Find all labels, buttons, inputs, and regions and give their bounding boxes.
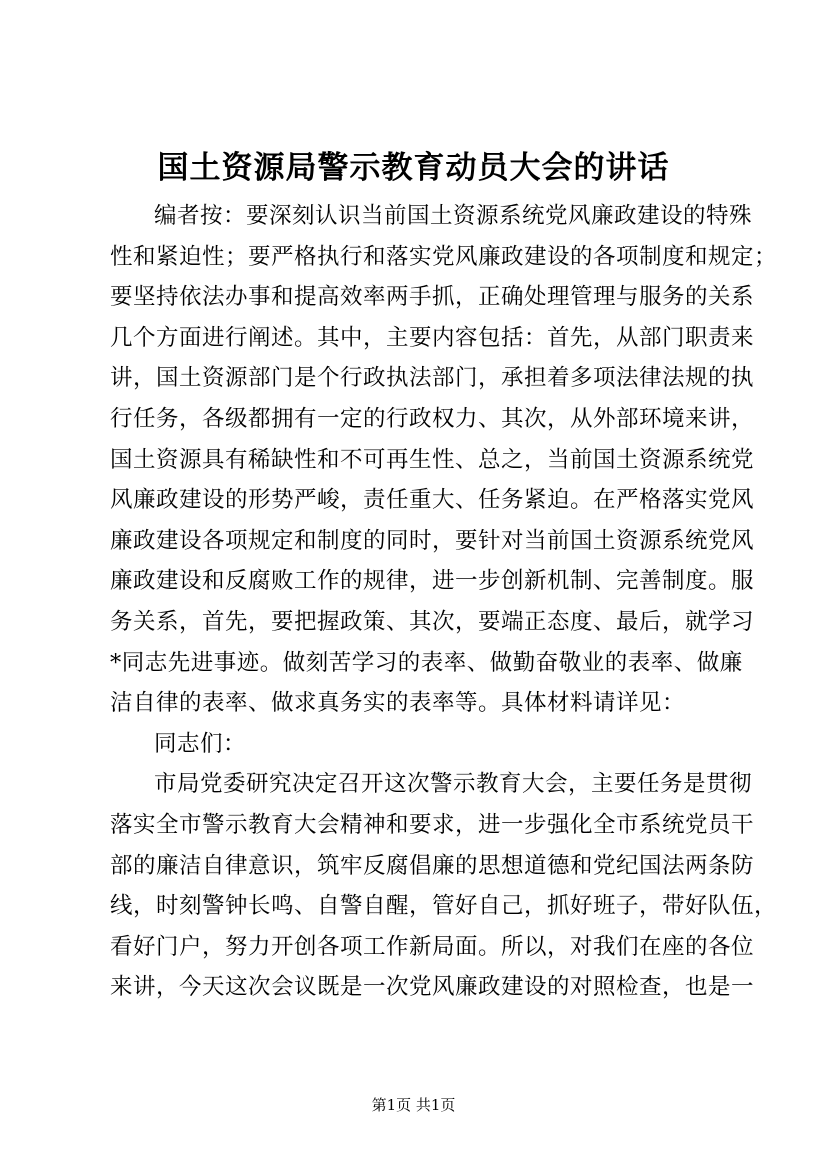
paragraph-line: 廉政建设各项规定和制度的同时，要针对当前国土资源系统党风 bbox=[110, 527, 755, 554]
paragraph-line: 几个方面进行阐述。其中，主要内容包括：首先，从部门职责来 bbox=[110, 324, 755, 351]
paragraph-line: 来讲，今天这次会议既是一次党风廉政建设的对照检查，也是一 bbox=[110, 974, 755, 1001]
paragraph-line: 编者按：要深刻认识当前国土资源系统党风廉政建设的特殊 bbox=[154, 203, 753, 229]
paragraph-line: 看好门户，努力开创各项工作新局面。所以，对我们在座的各位 bbox=[110, 933, 755, 960]
paragraph-line: 同志们： bbox=[154, 730, 247, 757]
document-body bbox=[110, 196, 778, 1008]
paragraph-line: 洁自律的表率、做求真务实的表率等。具体材料请详见： bbox=[110, 690, 686, 717]
paragraph-line: 务关系，首先，要把握政策、其次，要端正态度、最后，就学习 bbox=[110, 608, 755, 635]
document-title: 国土资源局警示教育动员大会的讲话 bbox=[157, 150, 670, 186]
paragraph-line: 市局党委研究决定召开这次警示教育大会，主要任务是贯彻 bbox=[154, 771, 753, 798]
paragraph-line: 落实全市警示教育大会精神和要求，进一步强化全市系统党员干 bbox=[110, 811, 755, 838]
paragraph-line: 线，时刻警钟长鸣、自警自醒，管好自己，抓好班子，带好队伍， bbox=[110, 893, 778, 920]
paragraph-line: 性和紧迫性；要严格执行和落实党风廉政建设的各项制度和规定； bbox=[110, 243, 778, 270]
paragraph-line: 行任务，各级都拥有一定的行政权力、其次，从外部环境来讲， bbox=[110, 405, 755, 432]
paragraph-line: *同志先进事迹。做刻苦学习的表率、做勤奋敬业的表率、做廉 bbox=[110, 649, 743, 676]
paragraph-line: 风廉政建设的形势严峻，责任重大、任务紧迫。在严格落实党风 bbox=[110, 487, 755, 514]
paragraph-line: 部的廉洁自律意识，筑牢反腐倡廉的思想道德和党纪国法两条防 bbox=[110, 852, 755, 879]
page-number-footer: 第1页 共1页 bbox=[371, 1096, 456, 1114]
paragraph-line: 讲，国土资源部门是个行政执法部门，承担着多项法律法规的执 bbox=[110, 365, 755, 392]
paragraph-line: 要坚持依法办事和提高效率两手抓，正确处理管理与服务的关系 bbox=[110, 284, 755, 311]
paragraph-line: 廉政建设和反腐败工作的规律，进一步创新机制、完善制度。服 bbox=[110, 568, 755, 595]
paragraph-line: 国土资源具有稀缺性和不可再生性、总之，当前国土资源系统党 bbox=[110, 446, 755, 473]
